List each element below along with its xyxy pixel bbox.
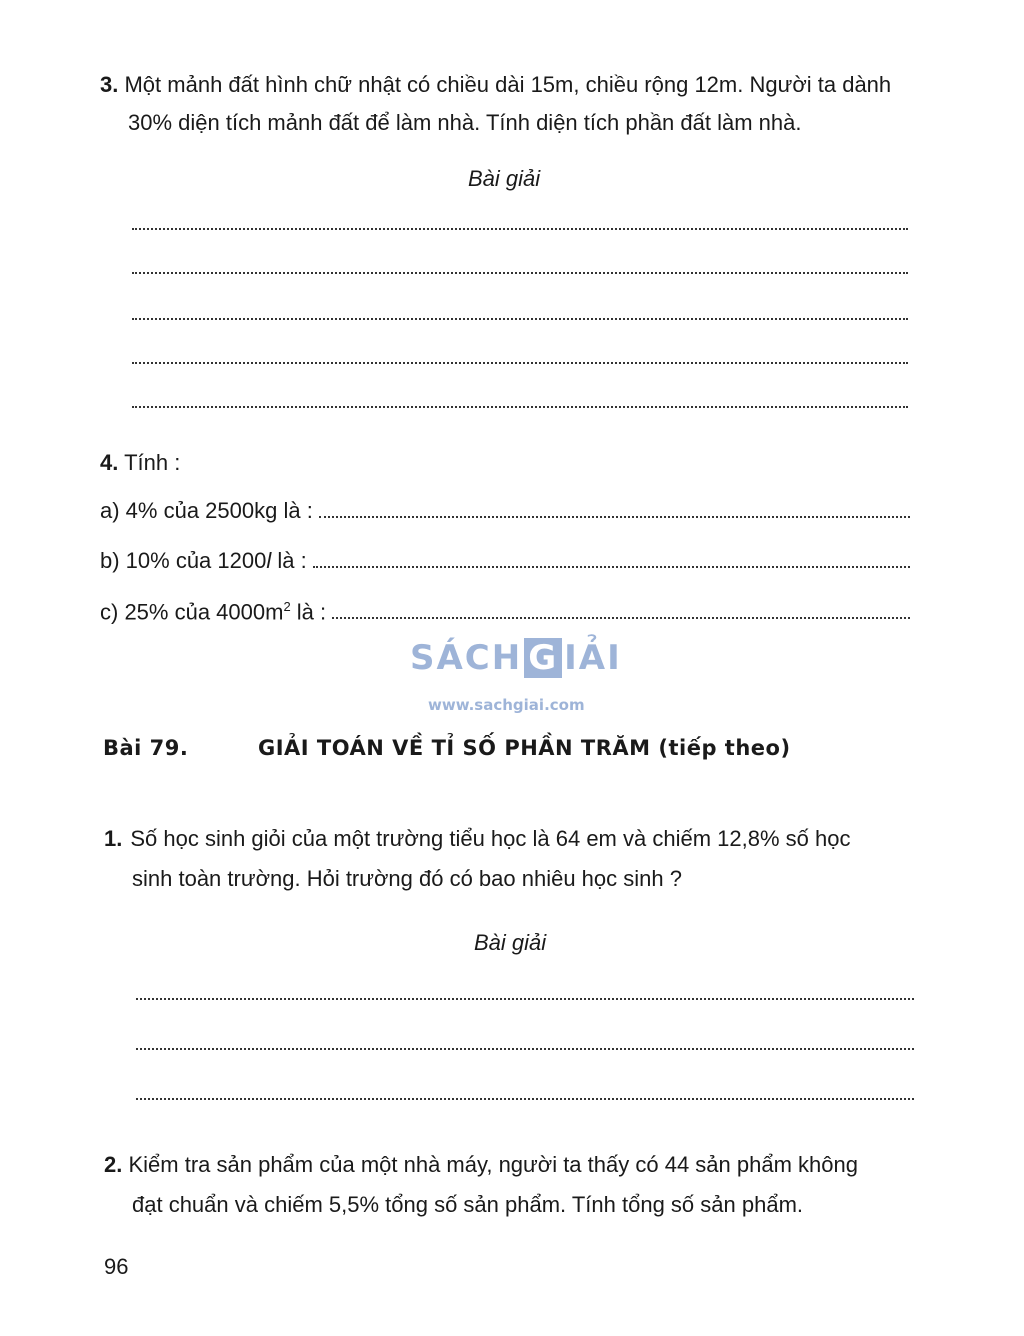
answer-line[interactable] [132,406,908,408]
exercise-number: 2. [104,1152,123,1177]
watermark-url: www.sachgiai.com [428,696,585,714]
question-c [100,600,910,623]
solution-label: Bài giải [474,930,547,955]
solution-label: Bài giải [468,166,541,191]
exercise-4 [100,452,180,474]
answer-line[interactable] [313,566,910,568]
exercise-text-line2: 30% diện tích mảnh đất để làm nhà. Tính diện tích phần đất làm nhà. [128,110,802,135]
exercise-number: 3. [100,72,119,97]
lesson-label: Bài 79. [103,736,189,760]
page-number: 96 [104,1254,129,1279]
answer-line[interactable] [132,318,908,320]
exercise-number: 1. [104,826,123,851]
question-b-text: b) 10% của 1200l là : [100,548,307,573]
answer-line[interactable] [332,617,910,619]
lesson-exercise-1 [104,828,916,850]
answer-line[interactable] [319,516,910,518]
exercise-text-line1: Kiểm tra sản phẩm của một nhà máy, người ta thấy có 44 sản phẩm không [128,1152,858,1177]
answer-line[interactable] [136,998,914,1000]
exercise-number: 4. [100,450,119,475]
lesson-exercise-2 [104,1154,858,1176]
question-a-text: a) 4% của 2500kg là : [100,498,313,523]
exercise-label: Tính : [124,450,181,475]
exercise-text-line1: Một mảnh đất hình chữ nhật có chiều dài 15m, chiều rộng 12m. Người ta dành [124,72,892,97]
lesson-title: GIẢI TOÁN VỀ TỈ SỐ PHẦN TRĂM (tiếp theo) [258,736,791,760]
answer-line[interactable] [136,1098,914,1100]
answer-line[interactable] [132,362,908,364]
watermark-logo: SÁCH G IẢI [410,638,622,678]
answer-line[interactable] [136,1048,914,1050]
exercise-text-line2: sinh toàn trường. Hỏi trường đó có bao nhiêu học sinh ? [132,866,682,891]
answer-line[interactable] [132,272,908,274]
question-a [100,500,910,522]
question-b [100,550,910,572]
exercise-text-line2: đạt chuẩn và chiếm 5,5% tổng số sản phẩm. Tính tổng số sản phẩm. [132,1192,804,1217]
exercise-text-line1: Số học sinh giỏi của một trường tiểu học là 64 em và chiếm 12,8% số học [130,826,851,851]
answer-line[interactable] [132,228,908,230]
exercise-3 [100,74,891,96]
question-c-text: c) 25% của $4000m^2$ là : [100,599,327,625]
